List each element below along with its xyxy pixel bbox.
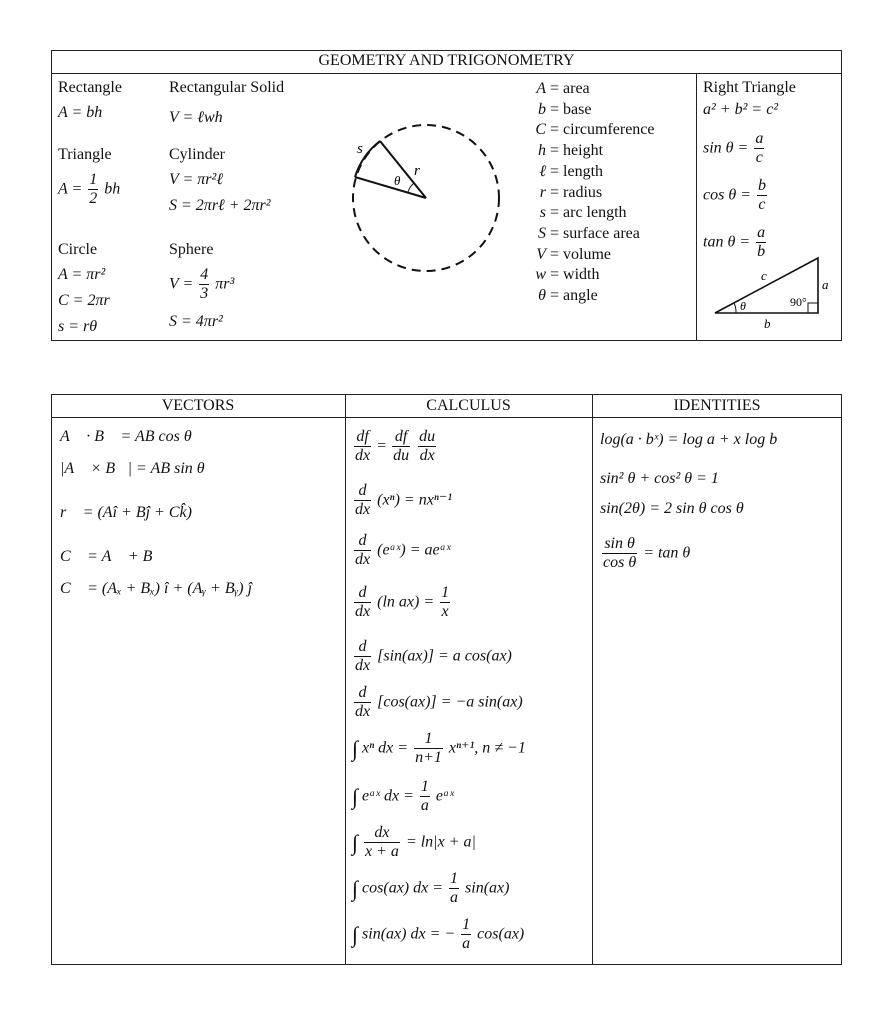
legend-symbol: ℓ (539, 162, 546, 180)
cross-product-formula: |A⃗ × B⃗| = AB sin θ (60, 460, 205, 477)
position-vector-formula: r⃗ = (Aî + Bĵ + Ck̂) (60, 504, 192, 521)
legend-row (530, 225, 640, 243)
calculus-header: CALCULUS (426, 397, 511, 414)
power-integral-formula: ∫ xⁿ dx = $\frac{1}{n+1}$ xⁿ⁺¹, n ≠ −1 (352, 730, 526, 767)
triangle-formula: A = $\frac{1}{2}$ bh (58, 171, 121, 208)
tangent-identity: $\frac{\text{sin θ}}{\text{cos θ}}$ = tan θ (603, 535, 691, 572)
power-rule-formula: $\frac{d}{dx}$ (xⁿ) = nxⁿ⁻¹ (355, 482, 453, 519)
legend-symbol: V (536, 245, 546, 263)
legend-row (530, 246, 611, 264)
sine-formula: sin θ = $\frac{a}{c}$ (703, 130, 764, 167)
legend-description: = width (550, 266, 600, 284)
chain-rule-formula: $\frac{df}{dx}$ = $\frac{df}{du}$ $\frac{du}{dx}$ (355, 428, 436, 465)
log-integral-formula: ∫ $\frac{dx}{x + a}$ = ln|x + a| (352, 824, 476, 861)
legend-row (530, 163, 603, 181)
identities-header: IDENTITIES (673, 397, 761, 414)
legend-description: = angle (550, 287, 598, 304)
legend-row (530, 266, 599, 284)
tri-c-label: c (761, 268, 767, 283)
ln-derivative-formula: $\frac{d}{dx}$ (ln ax) = $\frac{1}{x}$ (355, 584, 450, 621)
exp-derivative-formula: $\frac{d}{dx}$ (eᵃˣ) = aeᵃˣ (355, 532, 451, 569)
triangle-label: Triangle (58, 146, 112, 163)
tri-b-label: b (764, 316, 771, 331)
legend-row (530, 142, 603, 160)
vector-components-formula: C⃗ = (Aₓ + Bₓ) î + (Aᵧ + Bᵧ) ĵ (60, 580, 253, 597)
legend-row (530, 121, 655, 139)
rect-solid-label: Rectangular Solid (169, 79, 285, 96)
rect-solid-formula: V = ℓwh (169, 109, 223, 126)
double-angle-identity: sin(2θ) = 2 sin θ cos θ (600, 500, 744, 517)
exp-integral-formula: ∫ eᵃˣ dx = $\frac{1}{a}$ eᵃˣ (352, 778, 454, 815)
tangent-formula: tan θ = $\frac{a}{b}$ (703, 224, 766, 261)
rectangle-formula: A = bh (58, 104, 103, 121)
sin-derivative-formula: $\frac{d}{dx}$ [sin(ax)] = a cos(ax) (355, 638, 512, 675)
geometry-title: GEOMETRY AND TRIGONOMETRY (318, 52, 575, 69)
legend-symbol: w (535, 266, 546, 284)
table-header-divider (51, 417, 842, 418)
tri-theta-label: θ (740, 299, 746, 313)
table-divider-2 (592, 394, 593, 965)
legend-symbol: r (539, 183, 546, 201)
legend-symbol: S (538, 224, 546, 242)
cos-derivative-formula: $\frac{d}{dx}$ [cos(ax)] = −a sin(ax) (355, 684, 523, 721)
legend-description: = circumference (550, 121, 655, 139)
legend-symbol: b (538, 100, 546, 118)
legend-row (530, 184, 602, 202)
tri-a-label: a (822, 277, 829, 292)
geometry-header-divider (51, 73, 842, 74)
circle-area-formula: A = πr² (58, 266, 106, 283)
legend-row (530, 287, 598, 305)
rectangle-label: Rectangle (58, 79, 122, 96)
diagram-r-label: r (414, 163, 420, 179)
circle-label: Circle (58, 241, 98, 258)
circle-circumference-formula: C = 2πr (58, 292, 110, 309)
legend-row (530, 80, 590, 98)
sphere-volume-formula: V = $\frac{4}{3}$ πr³ (169, 266, 235, 303)
legend-symbol: h (538, 142, 546, 160)
geometry-right-divider (696, 73, 697, 341)
sin-integral-formula: ∫ sin(ax) dx = − $\frac{1}{a}$ cos(ax) (352, 916, 525, 953)
legend-symbol: C (535, 121, 546, 139)
dot-product-formula: A⃗ · B⃗ = AB cos θ (60, 428, 192, 445)
legend-symbol: θ (538, 287, 546, 304)
cylinder-volume-formula: V = πr²ℓ (169, 171, 223, 188)
diagram-s-label: s (357, 141, 363, 157)
legend-description: = area (550, 80, 590, 97)
legend-description: = base (550, 100, 592, 118)
vectors-header: VECTORS (161, 397, 235, 414)
vector-sum-formula: C⃗ = A⃗ + B⃗ (60, 548, 165, 565)
cosine-formula: cos θ = $\frac{b}{c}$ (703, 177, 766, 214)
arc-length-formula: s = rθ (58, 318, 98, 335)
legend-description: = surface area (550, 224, 640, 242)
legend-description: = volume (550, 245, 612, 263)
legend-symbol: s (539, 204, 546, 222)
legend-description: = arc length (550, 204, 627, 222)
table-divider-1 (345, 394, 346, 965)
legend-symbol: A (536, 80, 546, 97)
legend-row (530, 204, 627, 222)
cylinder-label: Cylinder (169, 146, 225, 163)
legend-description: = length (550, 162, 604, 180)
diagram-theta-label: θ (394, 173, 401, 188)
cos-integral-formula: ∫ cos(ax) dx = $\frac{1}{a}$ sin(ax) (352, 870, 510, 907)
legend-description: = radius (550, 183, 603, 201)
right-triangle-label: Right Triangle (703, 79, 796, 96)
log-identity: log(a · bˣ) = log a + x log b (600, 431, 778, 448)
right-triangle-diagram (706, 252, 838, 336)
sphere-label: Sphere (169, 241, 214, 258)
cylinder-surface-formula: S = 2πrℓ + 2πr² (169, 197, 271, 214)
legend-description: = height (550, 142, 604, 160)
circle-sector-diagram (340, 115, 510, 280)
tri-right-angle-label: 90° (790, 295, 807, 309)
sphere-surface-formula: S = 4πr² (169, 313, 223, 330)
pythagorean-formula: a² + b² = c² (703, 101, 779, 118)
legend-row (530, 101, 591, 119)
pythagorean-identity: sin² θ + cos² θ = 1 (600, 470, 719, 487)
